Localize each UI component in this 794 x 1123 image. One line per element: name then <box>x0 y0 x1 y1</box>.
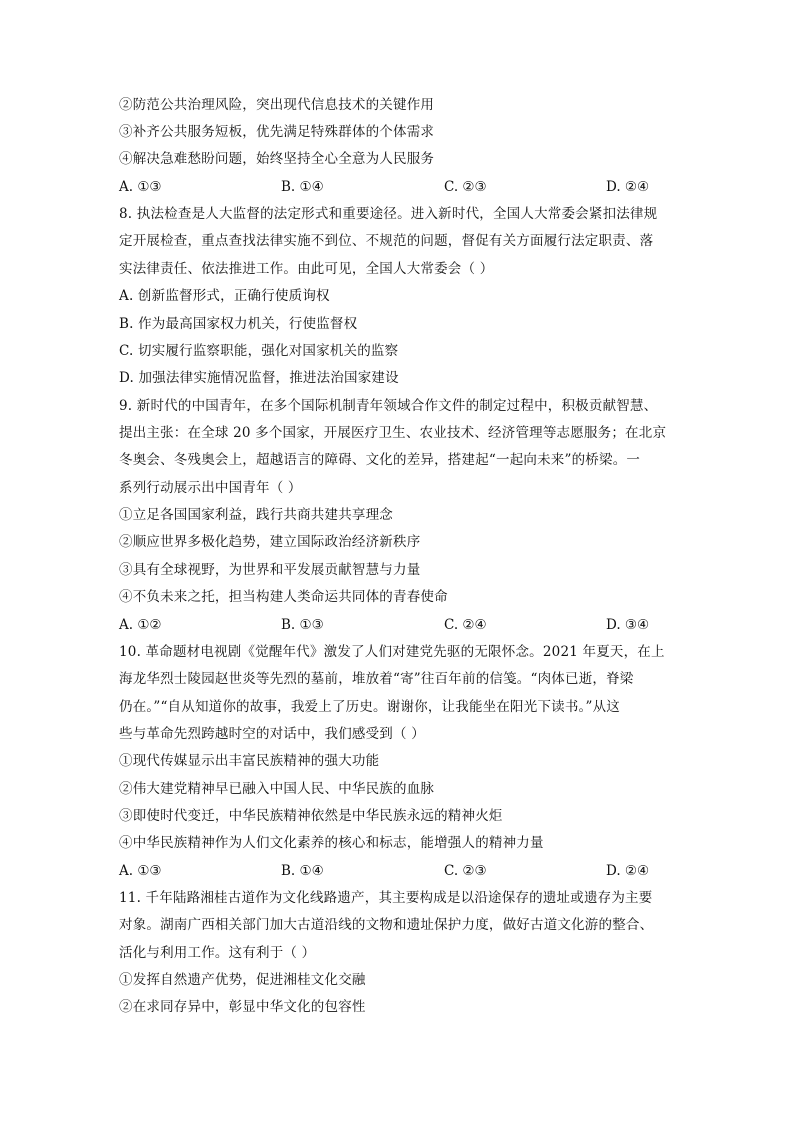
choice-item: ①发挥自然遗产优势，促进湘桂文化交融 <box>119 972 366 988</box>
option-a: A. 创新监督形式，正确行使质询权 <box>119 288 330 304</box>
choice-item: ②顺应世界多极化趋势，建立国际政治经济新秩序 <box>119 534 421 550</box>
question-11-stem: 对象。湖南广西相关部门加大古道沿线的文物和遗址保护力度，做好古道文化游的整合、 <box>119 917 654 933</box>
option-c: C. ②④ <box>444 617 487 633</box>
choice-item: ④中华民族精神作为人们文化素养的核心和标志，能增强人的精神力量 <box>119 835 544 851</box>
option-b: B. ①④ <box>281 179 324 195</box>
option-a: A. ①③ <box>119 179 162 195</box>
option-c: C. ②③ <box>444 863 487 879</box>
question-11-stem: 活化与利用工作。这有利于（ ） <box>119 945 316 961</box>
choice-item: ③补齐公共服务短板，优先满足特殊群体的个体需求 <box>119 124 435 140</box>
question-9-stem: 提出主张：在全球 20 多个国家，开展医疗卫生、农业技术、经济管理等志愿服务；在北京 <box>119 425 667 441</box>
choice-item: ④不负未来之托，担当构建人类命运共同体的青春使命 <box>119 589 448 605</box>
option-c: C. ②③ <box>444 179 487 195</box>
question-10-stem: 10. 革命题材电视剧《觉醒年代》激发了人们对建党先驱的无限怀念。2021 年夏天，在上 <box>119 644 665 660</box>
option-d: D. ②④ <box>606 179 650 195</box>
option-b: B. 作为最高国家权力机关，行使监督权 <box>119 316 358 332</box>
question-9-stem: 9. 新时代的中国青年，在多个国际机制青年领域合作文件的制定过程中，积极贡献智慧、 <box>119 398 658 414</box>
option-a: A. ①③ <box>119 863 162 879</box>
option-b: B. ①④ <box>281 863 324 879</box>
question-10-stem: 仍在。”“自从知道你的故事，我爱上了历史。谢谢你，让我能坐在阳光下读书。”从这 <box>119 699 621 715</box>
option-d: D. ③④ <box>606 617 650 633</box>
choice-item: ④解决急难愁盼问题，始终坚持全心全意为人民服务 <box>119 151 435 167</box>
choice-item: ②在求同存异中，彰显中华文化的包容性 <box>119 999 366 1015</box>
choice-item: ②伟大建党精神早已融入中国人民、中华民族的血脉 <box>119 781 435 797</box>
question-11-stem: 11. 千年陆路湘桂古道作为文化线路遗产，其主要构成是以沿途保存的遗址或遗存为主要 <box>119 890 653 906</box>
question-10-stem: 海龙华烈士陵园赵世炎等先烈的墓前，堆放着“寄”往百年前的信笺。“肉体已逝，脊梁 <box>119 671 634 687</box>
option-d: D. 加强法律实施情况监督，推进法治国家建设 <box>119 370 399 386</box>
question-8-stem: 8. 执法检查是人大监督的法定形式和重要途径。进入新时代，全国人大常委会紧扣法律规 <box>119 206 658 222</box>
choice-item: ①立足各国国家利益，践行共商共建共享理念 <box>119 507 393 523</box>
choice-item: ③具有全球视野，为世界和平发展贡献智慧与力量 <box>119 562 421 578</box>
question-10-stem: 些与革命先烈跨越时空的对话中，我们感受到（ ） <box>119 726 425 742</box>
choice-item: ①现代传媒显示出丰富民族精神的强大功能 <box>119 753 380 769</box>
option-a: A. ①② <box>119 617 162 633</box>
option-d: D. ②④ <box>606 863 650 879</box>
question-9-stem: 系列行动展示出中国青年（ ） <box>119 480 302 496</box>
choice-item: ③即使时代变迁，中华民族精神依然是中华民族永远的精神火炬 <box>119 808 503 824</box>
option-b: B. ①③ <box>281 617 324 633</box>
question-8-stem: 定开展检查，重点查找法律实施不到位、不规范的问题，督促有关方面履行法定职责、落 <box>119 233 654 249</box>
choice-item: ②防范公共治理风险，突出现代信息技术的关键作用 <box>119 97 435 113</box>
option-c: C. 切实履行监察职能，强化对国家机关的监察 <box>119 343 399 359</box>
question-8-stem: 实法律责任、依法推进工作。由此可见，全国人大常委会（ ） <box>119 261 494 277</box>
question-9-stem: 冬奥会、冬残奥会上，超越语言的障碍、文化的差异，搭建起“一起向未来”的桥梁。一 <box>119 452 641 468</box>
